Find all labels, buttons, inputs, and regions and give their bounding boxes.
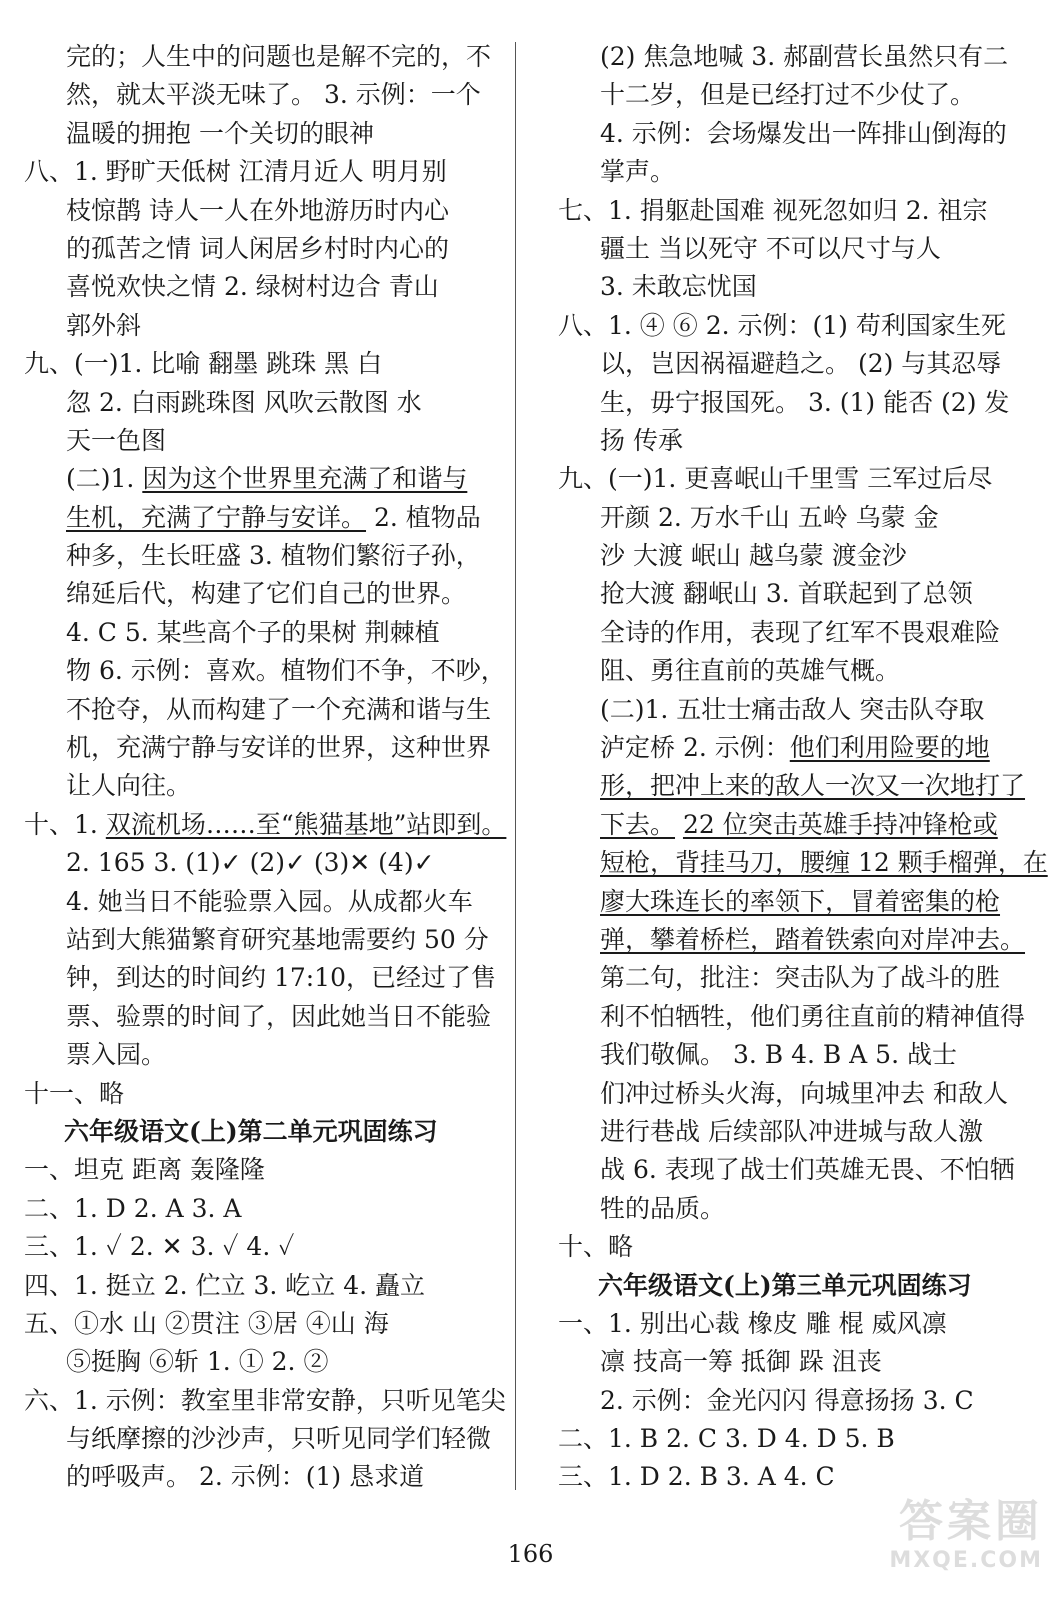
answer-line: 二、1. B 2. C 3. D 4. D 5. B <box>558 1424 895 1454</box>
answer-line: 十、略 <box>558 1232 634 1262</box>
right-column <box>558 38 1048 1497</box>
answer-line: 十二岁，但是已经打过不少仗了。 <box>600 80 976 110</box>
answer-line: 3. 未敢忘忧国 <box>600 272 757 302</box>
line-text: 十、1. <box>24 809 106 839</box>
answer-line: 生，毋宁报国死。 3. (1) 能否 (2) 发 <box>600 387 1010 417</box>
answer-line: 一、坦克 距离 轰隆隆 <box>24 1155 265 1185</box>
answer-line <box>24 806 507 844</box>
answer-line: 让人向往。 <box>66 771 192 801</box>
underlined-text: 形，把冲上来的敌人一次又一次地打了 <box>600 771 1026 801</box>
answer-line: 一、1. 别出心裁 橡皮 雕 棍 威风凛 <box>558 1308 947 1338</box>
answer-line <box>558 806 1028 844</box>
answer-line: 阻、勇往直前的英雄气概。 <box>600 656 901 686</box>
answer-line: 以，岂因祸福避趋之。 (2) 与其忍辱 <box>600 349 1002 379</box>
answer-line: 疆土 当以死守 不可以尺寸与人 <box>600 233 941 263</box>
answer-line: 绵延后代，构建了它们自己的世界。 <box>66 579 467 609</box>
answer-line: 抢大渡 翻岷山 3. 首联起到了总领 <box>600 579 973 609</box>
answer-line: 种多，生长旺盛 3. 植物们繁衍子孙， <box>66 541 481 571</box>
answer-line <box>24 460 494 498</box>
answer-line: 忽 2. 白雨跳珠图 风吹云散图 水 <box>66 387 422 417</box>
answer-line: 票、验票的时间了，因此她当日不能验 <box>66 1001 492 1031</box>
line-text <box>675 810 683 839</box>
answer-line: 的孤苦之情 词人闲居乡村时内心的 <box>66 233 449 263</box>
section-heading: 六年级语文(上)第二单元巩固练习 <box>64 1116 438 1146</box>
answer-line: 扬 传承 <box>600 425 683 455</box>
answer-line: 的呼吸声。 2. 示例：(1) 恳求道 <box>66 1462 425 1492</box>
answer-line: 物 6. 示例：喜欢。植物们不争，不吵， <box>66 656 506 686</box>
answer-line: 2. 示例：金光闪闪 得意扬扬 3. C <box>600 1385 974 1415</box>
answer-line: 七、1. 捐躯赴国难 视死忽如归 2. 祖宗 <box>558 195 988 225</box>
answer-line: 二、1. D 2. A 3. A <box>24 1193 242 1223</box>
answer-line: 牲的品质。 <box>600 1193 726 1223</box>
answer-line: 机，充满宁静与安详的世界，这种世界 <box>66 733 492 763</box>
answer-line: 三、1. ✓ 2. ✕ 3. ✓ 4. ✓ <box>24 1232 295 1262</box>
answer-line: (二)1. 五壮士痛击敌人 突击队夺取 <box>600 694 985 724</box>
line-text: 泸定桥 2. 示例： <box>600 733 790 763</box>
line-text: 2. 植物品 <box>366 502 481 532</box>
answer-line: 天一色图 <box>66 425 167 455</box>
answer-line: 掌声。 <box>600 157 676 187</box>
answer-line: 利不怕牺牲，他们勇往直前的精神值得 <box>600 1001 1026 1031</box>
answer-line: 第二句，批注：突击队为了战斗的胜 <box>600 963 1001 993</box>
answer-line: 三、1. D 2. B 3. A 4. C <box>558 1462 835 1492</box>
answer-line: 四、1. 挺立 2. 伫立 3. 屹立 4. 矗立 <box>24 1270 426 1300</box>
underlined-text: 廖大珠连长的率领下，冒着密集的枪 <box>600 886 1001 916</box>
answer-line: 全诗的作用，表现了红军不畏艰难险 <box>600 617 1001 647</box>
underlined-text: 因为这个世界里充满了和谐与 <box>142 464 468 494</box>
answer-line: 九、(一)1. 比喻 翻墨 跳珠 黑 白 <box>24 349 383 379</box>
watermark-domain: MXQE.COM <box>889 1548 1043 1573</box>
answer-line: 2. 165 3. (1)✓ (2)✓ (3)✕ (4)✓ <box>66 848 435 878</box>
answer-line: ⑤挺胸 ⑥斩 1. ① 2. ② <box>66 1347 329 1377</box>
section-heading: 六年级语文(上)第三单元巩固练习 <box>598 1270 972 1300</box>
underlined-text: 双流机场……至“熊猫基地”站即到。 <box>105 809 507 839</box>
answer-line: 喜悦欢快之情 2. 绿树村边合 青山 <box>66 272 439 302</box>
underlined-text: 短枪，背挂马刀，腰缠 12 颗手榴弹，在 <box>600 848 1048 878</box>
answer-line <box>558 844 1048 882</box>
answer-line: 然，就太平淡无味了。 3. 示例：一个 <box>66 80 481 110</box>
answer-line: 票入园。 <box>66 1040 167 1070</box>
answer-line: 八、1. 野旷天低树 江清月近人 明月别 <box>24 157 447 187</box>
watermark-logo <box>853 1496 1043 1586</box>
answer-line: 进行巷战 后续部队冲进城与敌人激 <box>600 1116 983 1146</box>
answer-line: 完的；人生中的问题也是解不完的，不 <box>66 42 492 71</box>
answer-line: 十一、略 <box>24 1078 125 1108</box>
watermark-logo-text: 答案圈 <box>899 1496 1043 1547</box>
answer-line: 凛 技高一筹 抵御 跺 沮丧 <box>600 1347 882 1377</box>
answer-line <box>558 767 1028 805</box>
answer-line: (2) 焦急地喊 3. 郝副营长虽然只有二 <box>600 42 1009 71</box>
underlined-text: 他们利用险要的地 <box>789 733 990 763</box>
answer-line: 郭外斜 <box>66 310 142 340</box>
answer-line: 温暖的拥抱 一个关切的眼神 <box>66 118 374 148</box>
underlined-text: 下去。 <box>600 809 676 839</box>
answer-line <box>558 921 1028 959</box>
answer-line: 们冲过桥头火海，向城里冲去 和敌人 <box>600 1078 1008 1108</box>
underlined-text: 22 位突击英雄手持冲锋枪或 <box>682 809 998 839</box>
answer-line: 4. C 5. 某些高个子的果树 荆棘植 <box>66 617 440 647</box>
answer-line: 不抢夺，从而构建了一个充满和谐与生 <box>66 694 492 724</box>
answer-line: 我们敬佩。 3. B 4. B A 5. 战士 <box>600 1040 957 1070</box>
answer-line <box>24 499 494 537</box>
answer-line: 六、1. 示例：教室里非常安静，只听见笔尖 <box>24 1385 506 1415</box>
answer-line: 八、1. ④ ⑥ 2. 示例：(1) 苟利国家生死 <box>558 310 1006 340</box>
answer-line: 五、①水 山 ②贯注 ③居 ④山 海 <box>24 1308 389 1338</box>
underlined-text: 生机，充满了宁静与安详。 <box>66 502 367 532</box>
answer-line: 开颜 2. 万水千山 五岭 乌蒙 金 <box>600 502 939 532</box>
answer-line: 枝惊鹊 诗人一人在外地游历时内心 <box>66 195 449 225</box>
answer-line <box>558 729 1028 767</box>
answer-line: 与纸摩擦的沙沙声，只听见同学们轻微 <box>66 1424 492 1454</box>
answer-line: 沙 大渡 岷山 越乌蒙 渡金沙 <box>600 541 907 571</box>
line-text: (二)1. <box>66 464 143 494</box>
answer-line <box>558 883 1028 921</box>
answer-line: 4. 示例：会场爆发出一阵排山倒海的 <box>600 118 1007 148</box>
underlined-text: 弹，攀着桥栏，踏着铁索向对岸冲去。 <box>600 924 1026 954</box>
left-column <box>24 38 507 1497</box>
page-number: 166 <box>507 1540 554 1568</box>
column-divider <box>515 42 516 1490</box>
answer-line: 4. 她当日不能验票入园。从成都火车 <box>66 886 473 916</box>
answer-line: 钟，到达的时间约 17:10，已经过了售 <box>66 963 496 993</box>
answer-line: 九、(一)1. 更喜岷山千里雪 三军过后尽 <box>558 464 993 494</box>
answer-line: 站到大熊猫繁育研究基地需要约 50 分 <box>66 924 489 954</box>
answer-line: 战 6. 表现了战士们英雄无畏、不怕牺 <box>600 1155 1015 1185</box>
